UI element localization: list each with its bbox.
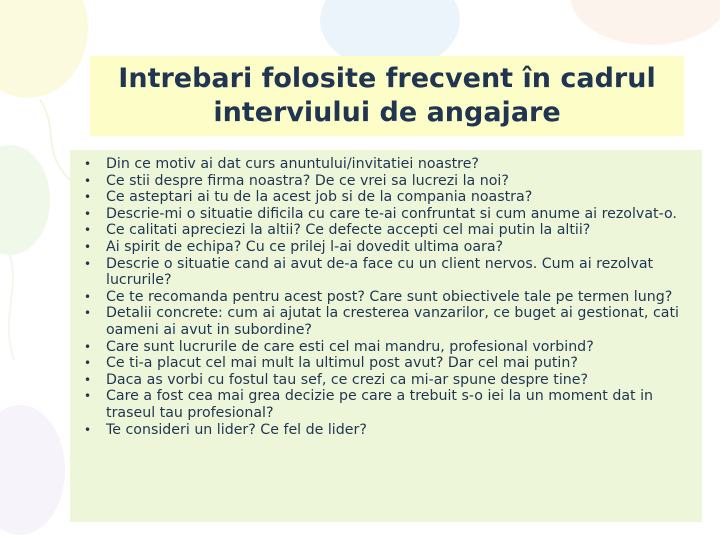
question-item — [70, 388, 702, 421]
question-text: Ce ti-a placut cel mai mult la ultimul post avut? Dar cel mai putin? — [106, 355, 578, 372]
question-text: Care a fost cea mai grea decizie pe care a trebuit s-o iei la un moment dat in traseul tau profesional? — [106, 388, 654, 421]
balloon-peach-top-right — [570, 0, 720, 45]
question-item — [70, 355, 702, 372]
balloon-lavender-bottom-left — [0, 405, 65, 535]
question-item — [70, 305, 702, 338]
question-item — [70, 156, 702, 173]
question-item — [70, 289, 702, 306]
bullet-icon: • — [84, 289, 92, 304]
question-item — [70, 222, 702, 239]
question-item — [70, 239, 702, 256]
question-text: Detalii concrete: cum ai ajutat la cresterea vanzarilor, ce buget ai gestionat, cati oameni ai avut in subordine? — [106, 305, 679, 338]
bullet-icon: • — [84, 206, 92, 221]
question-text: Care sunt lucrurile de care esti cel mai mandru, profesional vorbind? — [106, 338, 594, 355]
question-item — [70, 206, 702, 223]
question-text: Ce calitati apreciezi la altii? Ce defecte accepti cel mai putin la altii? — [106, 222, 591, 239]
bullet-icon: • — [84, 372, 92, 387]
bullet-icon: • — [84, 223, 92, 238]
bullet-icon: • — [84, 356, 92, 371]
question-text: Te consideri un lider? Ce fel de lider? — [106, 421, 367, 438]
balloon-green-left — [0, 145, 50, 360]
bullet-icon: • — [84, 389, 92, 404]
balloon-string-top-left — [40, 100, 70, 180]
question-item — [70, 189, 702, 206]
bullet-icon: • — [84, 157, 92, 171]
bullet-icon: • — [84, 306, 92, 321]
question-text: Ai spirit de echipa? Cu ce prilej l-ai dovedit ultima oara? — [106, 238, 504, 255]
bullet-icon: • — [84, 256, 92, 271]
slide-title: Intrebari folosite frecvent în cadrul interviului de angajare — [118, 63, 656, 128]
questions-panel — [70, 150, 702, 522]
question-text: Ce te recomanda pentru acest post? Care sunt obiectivele tale pe termen lung? — [106, 288, 673, 305]
balloon-yellow-top-left — [0, 0, 88, 98]
questions-list — [70, 156, 702, 438]
question-item — [70, 173, 702, 190]
question-text: Descrie o situatie cand ai avut de-a face cu un client nervos. Cum ai rezolvat lucrurile? — [106, 255, 654, 289]
bullet-icon: • — [84, 239, 92, 254]
bullet-icon: • — [84, 190, 92, 205]
question-text: Ce stii despre firma noastra? De ce vrei sa lucrezi la noi? — [106, 172, 509, 189]
question-item — [70, 422, 702, 439]
question-text: Din ce motiv ai dat curs anuntului/invitatiei noastre? — [106, 156, 479, 172]
bullet-icon: • — [84, 422, 92, 437]
question-item — [70, 256, 702, 289]
question-text: Descrie-mi o situatie dificila cu care te-ai confruntat si cum anume ai rezolvat-o. — [106, 205, 677, 222]
title-box — [90, 56, 684, 136]
question-text: Ce asteptari ai tu de la acest job si de la compania noastra? — [106, 189, 533, 206]
bullet-icon: • — [84, 173, 92, 188]
question-text: Daca as vorbi cu fostul tau sef, ce crezi ca mi-ar spune despre tine? — [106, 371, 589, 388]
bullet-icon: • — [84, 339, 92, 354]
question-item — [70, 372, 702, 389]
question-item — [70, 339, 702, 356]
